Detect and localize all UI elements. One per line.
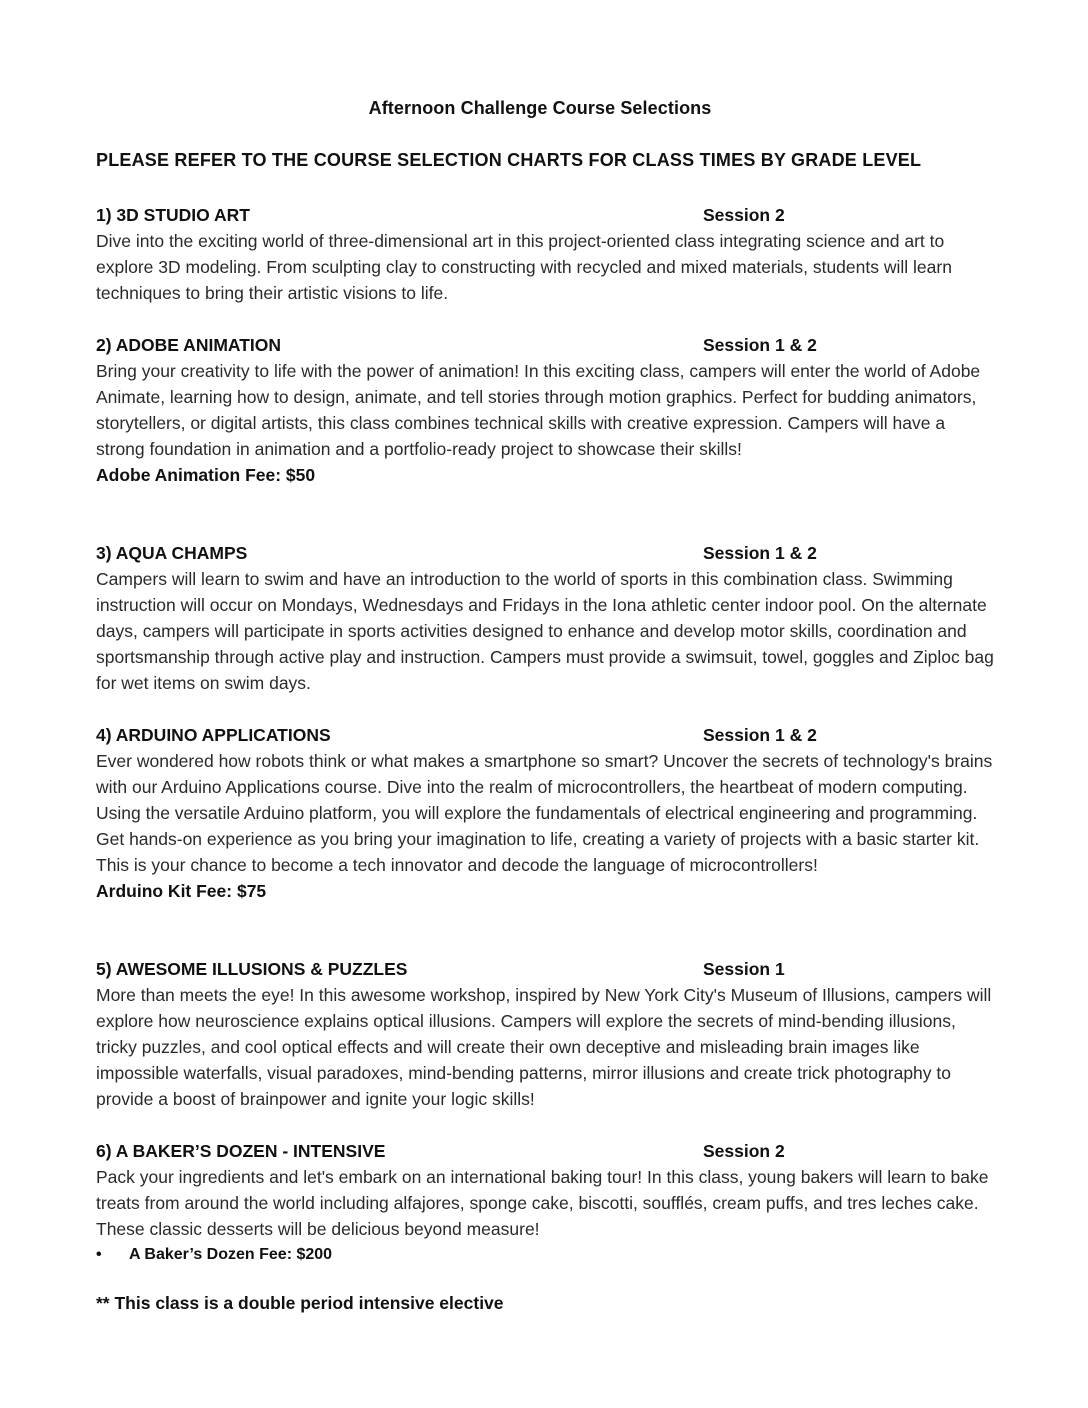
course-session: Session 2	[703, 1141, 785, 1161]
baker-fee-item	[96, 1242, 996, 1268]
course-description: More than meets the eye! In this awesome workshop, inspired by New York City's Museum of Illusions, campers will explore how neuroscience explains optical illusions. Campers will explore the secrets of mind-bending illusions, tricky puzzles, and cool optical effects and will create their own deceptive and misleading brain images like impossible waterfalls, visual paradoxes, mind-bending patterns, mirror illusions and create trick photography to provide a boost of brainpower and ignite your logic skills!	[96, 985, 992, 1109]
course-arduino-applications	[96, 722, 996, 904]
course-description: Ever wondered how robots think or what makes a smartphone so smart? Uncover the secrets of technology's brains with our Arduino Applications course. Dive into the realm of microcontrollers, the heartbeat of modern computing. Using the versatile Arduino platform, you will explore the fundamentals of electrical engineering and programming. Get hands-on experience as you bring your imagination to life, creating a variety of projects with a basic starter kit. This is your chance to become a tech innovator and decode the language of microcontrollers!	[96, 751, 993, 875]
page-title: Afternoon Challenge Course Selections	[368, 98, 712, 118]
course-name: 1) 3D STUDIO ART	[96, 205, 250, 225]
course-description: Dive into the exciting world of three-dimensional art in this project-oriented class integrating science and art to explore 3D modeling. From sculpting clay to constructing with recycled and mixed materials, students will learn techniques to bring their artistic visions to life.	[96, 231, 952, 303]
course-description: Campers will learn to swim and have an introduction to the world of sports in this combination class. Swimming instruction will occur on Mondays, Wednesdays and Fridays in the Iona athletic center indoor pool. On the alternate days, campers will participate in sports activities designed to enhance and develop motor skills, coordination and sportsmanship through active play and instruction. Campers must provide a swimsuit, towel, goggles and Ziploc bag for wet items on swim days.	[96, 569, 994, 693]
course-header	[96, 332, 996, 358]
course-name: 5) AWESOME ILLUSIONS & PUZZLES	[96, 959, 408, 979]
course-header	[96, 722, 996, 748]
course-fee: Adobe Animation Fee: $50	[96, 465, 316, 485]
course-session: Session 2	[703, 205, 785, 225]
course-name: 2) ADOBE ANIMATION	[96, 335, 282, 355]
course-awesome-illusions	[96, 956, 996, 1112]
course-header	[96, 956, 996, 982]
course-fee: Arduino Kit Fee: $75	[96, 881, 267, 901]
course-session: Session 1 & 2	[703, 725, 817, 745]
course-adobe-animation	[96, 332, 996, 488]
course-name: 6) A BAKER’S DOZEN - INTENSIVE	[96, 1141, 386, 1161]
course-session: Session 1 & 2	[703, 335, 817, 355]
course-3d-studio-art	[96, 202, 996, 306]
course-session: Session 1 & 2	[703, 543, 817, 563]
course-header	[96, 540, 996, 566]
course-bakers-dozen	[96, 1138, 996, 1268]
baker-fee: A Baker’s Dozen Fee: $200	[129, 1246, 333, 1263]
course-description: Pack your ingredients and let's embark on an international baking tour! In this class, young bakers will learn to bake treats from around the world including alfajores, sponge cake, biscotti, soufflés, cream puffs, and tres leches cake. These classic desserts will be delicious beyond measure!	[96, 1167, 989, 1239]
course-aqua-champs	[96, 540, 996, 696]
course-name: 3) AQUA CHAMPS	[96, 543, 248, 563]
refer-note: PLEASE REFER TO THE COURSE SELECTION CHARTS FOR CLASS TIMES BY GRADE LEVEL	[96, 150, 922, 170]
bullet-glyph: •	[96, 1246, 102, 1263]
course-session: Session 1	[703, 959, 785, 979]
course-description: Bring your creativity to life with the power of animation! In this exciting class, campers will enter the world of Adobe Animate, learning how to design, animate, and tell stories through motion graphics. Perfect for budding animators, storytellers, or digital artists, this class combines technical skills with creative expression. Campers will have a strong foundation in animation and a portfolio-ready project to showcase their skills!	[96, 361, 981, 459]
double-period-note: ** This class is a double period intensive elective	[96, 1293, 504, 1313]
course-header	[96, 1138, 996, 1164]
course-header	[96, 202, 996, 228]
course-name: 4) ARDUINO APPLICATIONS	[96, 725, 331, 745]
